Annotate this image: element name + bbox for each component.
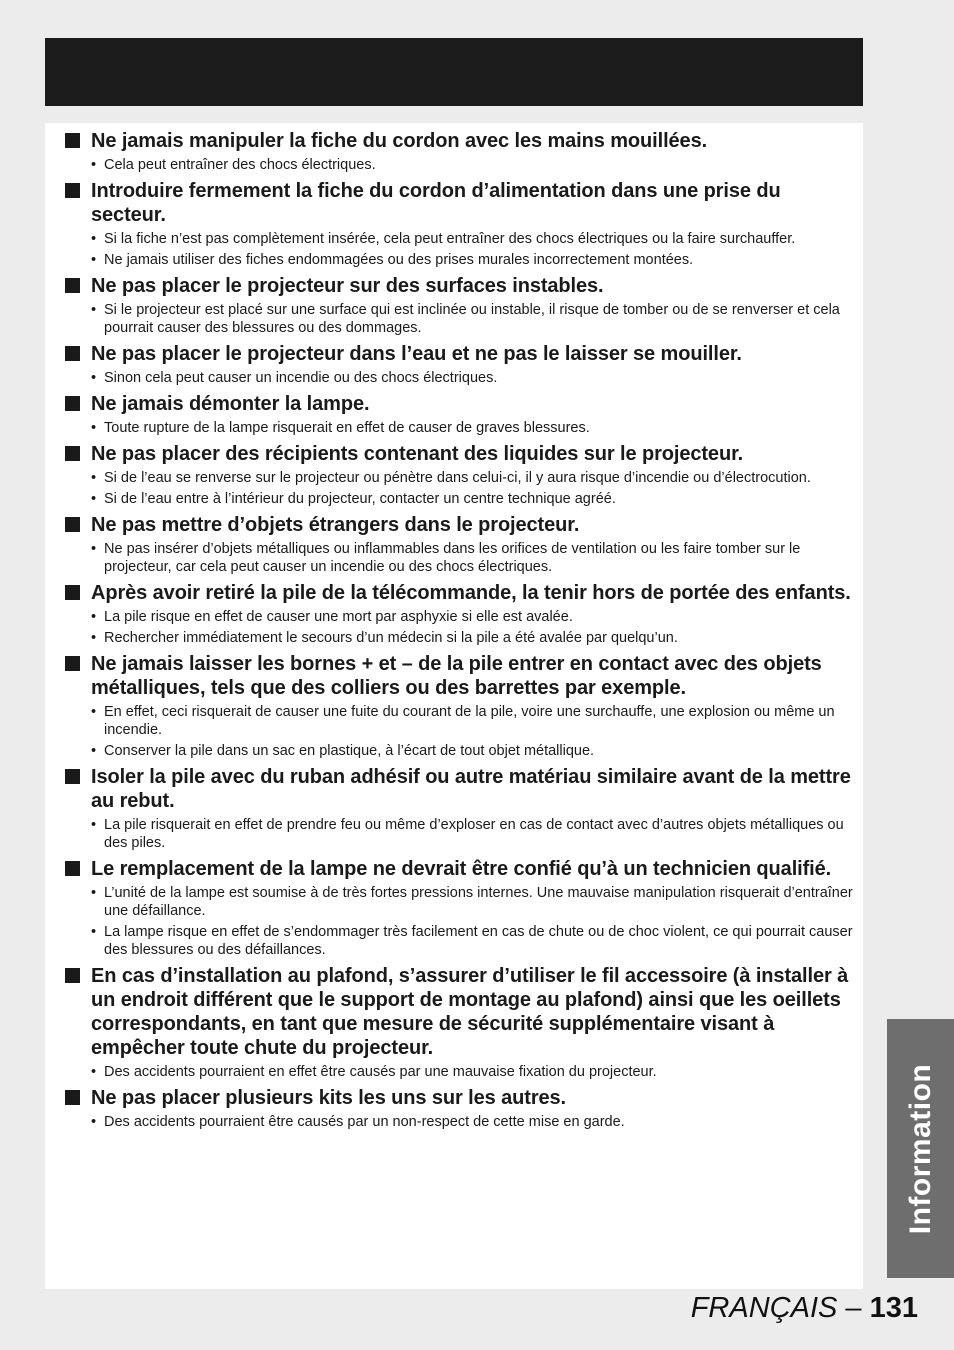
warning-section bbox=[65, 129, 855, 174]
section-heading bbox=[65, 179, 855, 227]
square-bullet-icon bbox=[65, 517, 80, 532]
page-number: 131 bbox=[869, 1292, 918, 1324]
square-bullet-icon bbox=[65, 133, 80, 148]
section-title: Ne pas mettre d’objets étrangers dans le projecteur. bbox=[91, 514, 580, 536]
bullet-item: • Si le projecteur est placé sur une surface qui est inclinée ou instable, il risque de tomber ou de se renverser et cela pourrait causer des blessures ou des dommages. bbox=[91, 301, 855, 337]
section-title: Introduire fermement la fiche du cordon d’alimentation dans une prise du secteur. bbox=[91, 180, 781, 226]
warning-section bbox=[65, 392, 855, 437]
section-heading bbox=[65, 765, 855, 813]
square-bullet-icon bbox=[65, 968, 80, 983]
bullet-item: • Ne pas insérer d’objets métalliques ou inflammables dans les orifices de ventilation ou les faire tomber sur le projecteur, car cela peut causer un incendie ou des chocs électriques. bbox=[91, 540, 855, 576]
section-title: Ne pas placer le projecteur dans l’eau et ne pas le laisser se mouiller. bbox=[91, 343, 742, 365]
content-panel bbox=[45, 123, 863, 1289]
section-title: Ne jamais démonter la lampe. bbox=[91, 393, 370, 415]
footer-separator: – bbox=[837, 1292, 870, 1324]
header-bar bbox=[45, 38, 863, 106]
bullet-list bbox=[91, 1063, 855, 1081]
section-title: En cas d’installation au plafond, s’assurer d’utiliser le fil accessoire (à installer à un endroit différent que le support de montage au plafond) ainsi que les oeillets correspondants, en tant que mesure de sécurité supplémentaire visant à empêcher toute chute du projecteur. bbox=[91, 965, 849, 1059]
square-bullet-icon bbox=[65, 278, 80, 293]
warning-section bbox=[65, 581, 855, 647]
bullet-item: • Si de l’eau se renverse sur le projecteur ou pénètre dans celui-ci, il y aura risque d’incendie ou d’électrocution. bbox=[91, 469, 855, 487]
section-title: Ne jamais manipuler la fiche du cordon avec les mains mouillées. bbox=[91, 130, 708, 152]
section-heading bbox=[65, 964, 855, 1060]
bullet-item: • Des accidents pourraient être causés par un non-respect de cette mise en garde. bbox=[91, 1113, 855, 1131]
bullet-item: • Cela peut entraîner des chocs électriques. bbox=[91, 156, 855, 174]
section-heading bbox=[65, 274, 855, 298]
bullet-list bbox=[91, 816, 855, 852]
section-title: Après avoir retiré la pile de la télécommande, la tenir hors de portée des enfants. bbox=[91, 582, 851, 604]
warning-section bbox=[65, 274, 855, 337]
bullet-list bbox=[91, 1113, 855, 1131]
bullet-list bbox=[91, 419, 855, 437]
bullet-item: • Ne jamais utiliser des fiches endommagées ou des prises murales incorrectement montées. bbox=[91, 251, 855, 269]
section-heading bbox=[65, 342, 855, 366]
bullet-list bbox=[91, 540, 855, 576]
bullet-item: • Des accidents pourraient en effet être causés par une mauvaise fixation du projecteur. bbox=[91, 1063, 855, 1081]
section-heading bbox=[65, 392, 855, 416]
section-heading bbox=[65, 1086, 855, 1110]
side-tab-label: Information bbox=[903, 1063, 937, 1234]
square-bullet-icon bbox=[65, 346, 80, 361]
bullet-item: • La pile risque en effet de causer une mort par asphyxie si elle est avalée. bbox=[91, 608, 855, 626]
section-heading bbox=[65, 442, 855, 466]
section-heading bbox=[65, 129, 855, 153]
warning-section bbox=[65, 513, 855, 576]
square-bullet-icon bbox=[65, 446, 80, 461]
bullet-item: • Sinon cela peut causer un incendie ou des chocs électriques. bbox=[91, 369, 855, 387]
warning-section bbox=[65, 857, 855, 959]
bullet-list bbox=[91, 156, 855, 174]
section-title: Ne pas placer des récipients contenant des liquides sur le projecteur. bbox=[91, 443, 744, 465]
warning-section bbox=[65, 442, 855, 508]
bullet-item: • La pile risquerait en effet de prendre feu ou même d’exploser en cas de contact avec d’autres objets métalliques ou des piles. bbox=[91, 816, 855, 852]
square-bullet-icon bbox=[65, 656, 80, 671]
bullet-item: • Rechercher immédiatement le secours d’un médecin si la pile a été avalée par quelqu’un. bbox=[91, 629, 855, 647]
bullet-list bbox=[91, 301, 855, 337]
warning-section bbox=[65, 765, 855, 852]
page-footer bbox=[691, 1292, 918, 1325]
section-heading bbox=[65, 652, 855, 700]
square-bullet-icon bbox=[65, 1090, 80, 1105]
bullet-item: • L’unité de la lampe est soumise à de très fortes pressions internes. Une mauvaise manipulation risquerait d’entraîner une défaillance. bbox=[91, 884, 855, 920]
bullet-list bbox=[91, 608, 855, 647]
bullet-list bbox=[91, 703, 855, 760]
section-title: Isoler la pile avec du ruban adhésif ou autre matériau similaire avant de la mettre au rebut. bbox=[91, 766, 851, 812]
square-bullet-icon bbox=[65, 861, 80, 876]
bullet-list bbox=[91, 369, 855, 387]
section-title: Ne pas placer le projecteur sur des surfaces instables. bbox=[91, 275, 604, 297]
section-heading bbox=[65, 513, 855, 537]
bullet-item: • En effet, ceci risquerait de causer une fuite du courant de la pile, voire une surchauffe, une explosion ou même un incendie. bbox=[91, 703, 855, 739]
section-heading bbox=[65, 857, 855, 881]
warning-section bbox=[65, 342, 855, 387]
section-heading bbox=[65, 581, 855, 605]
warning-section bbox=[65, 964, 855, 1081]
footer-language: FRANÇAIS bbox=[690, 1292, 838, 1324]
warning-section bbox=[65, 179, 855, 269]
bullet-list bbox=[91, 230, 855, 269]
bullet-item: • Conserver la pile dans un sac en plastique, à l’écart de tout objet métallique. bbox=[91, 742, 855, 760]
section-title: Ne pas placer plusieurs kits les uns sur les autres. bbox=[91, 1087, 567, 1109]
warning-section bbox=[65, 1086, 855, 1131]
warning-section bbox=[65, 652, 855, 760]
square-bullet-icon bbox=[65, 183, 80, 198]
bullet-item: • La lampe risque en effet de s’endommager très facilement en cas de chute ou de choc violent, ce qui pourrait causer des blessures ou des défaillances. bbox=[91, 923, 855, 959]
bullet-item: • Toute rupture de la lampe risquerait en effet de causer de graves blessures. bbox=[91, 419, 855, 437]
bullet-item: • Si de l’eau entre à l’intérieur du projecteur, contacter un centre technique agréé. bbox=[91, 490, 855, 508]
bullet-list bbox=[91, 884, 855, 959]
section-title: Le remplacement de la lampe ne devrait être confié qu’à un technicien qualifié. bbox=[91, 858, 832, 880]
square-bullet-icon bbox=[65, 585, 80, 600]
bullet-item: • Si la fiche n’est pas complètement insérée, cela peut entraîner des chocs électriques ou la faire surchauffer. bbox=[91, 230, 855, 248]
section-title: Ne jamais laisser les bornes + et – de la pile entrer en contact avec des objets métalliques, tels que des colliers ou des barrettes par exemple. bbox=[91, 653, 822, 699]
side-tab-information bbox=[887, 1019, 954, 1278]
safety-sections bbox=[65, 129, 855, 1136]
square-bullet-icon bbox=[65, 769, 80, 784]
square-bullet-icon bbox=[65, 396, 80, 411]
bullet-list bbox=[91, 469, 855, 508]
